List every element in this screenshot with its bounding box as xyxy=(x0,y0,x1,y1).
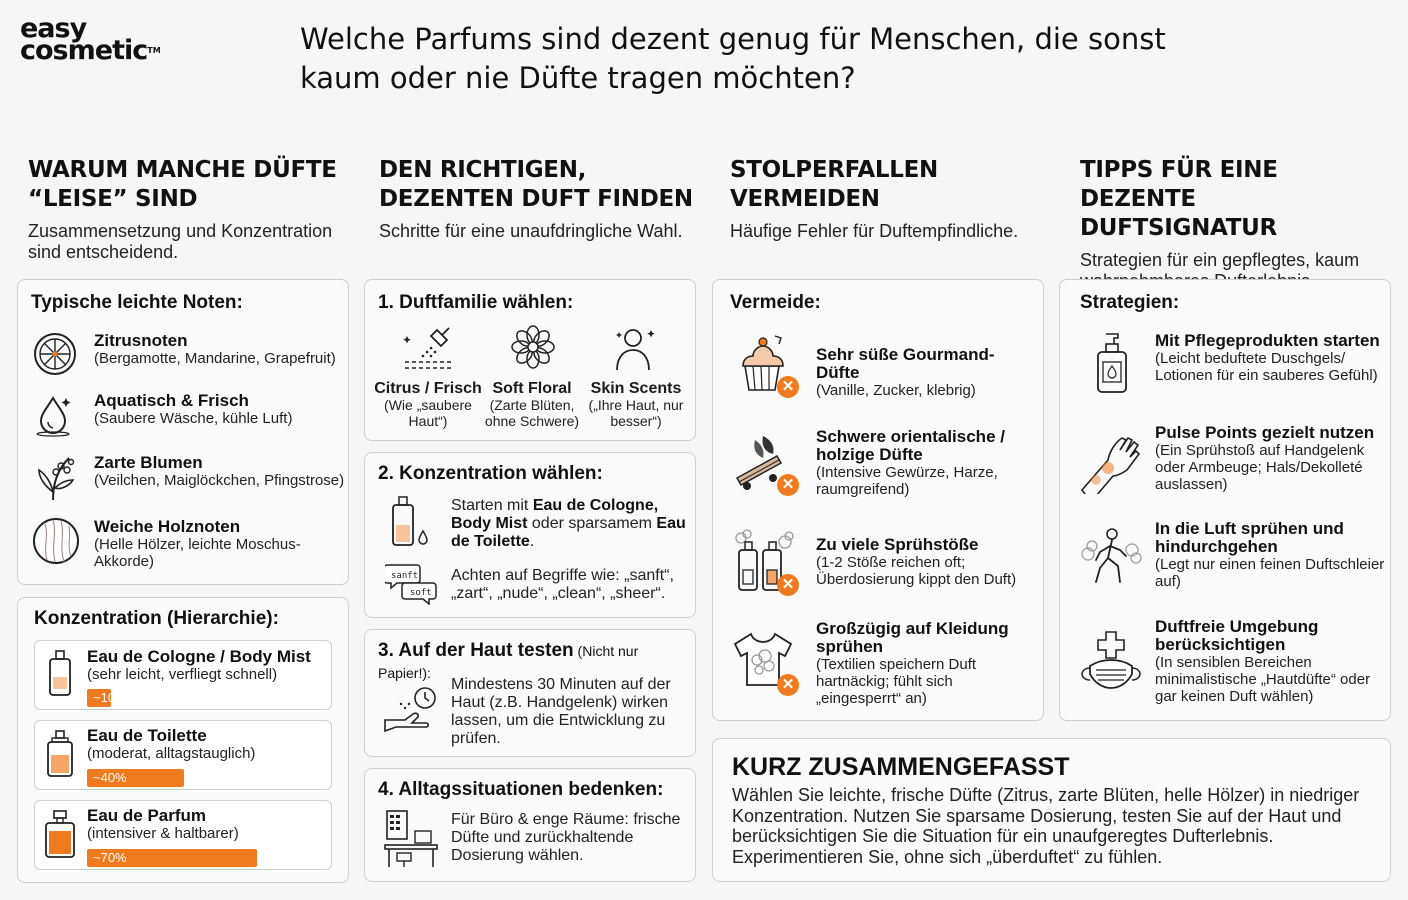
concentration-name: Eau de Toilette xyxy=(87,726,207,745)
step3-card xyxy=(364,629,696,757)
citrus-icon xyxy=(31,330,79,378)
bubble-text-2: soft xyxy=(410,588,432,598)
avoid-name: Zu viele Sprühstöße xyxy=(816,535,979,554)
logo-line-2-text: cosmetic xyxy=(20,35,148,66)
text-bold: Eau de Cologne, Body Mist xyxy=(451,497,659,532)
avoid-name: Schwere orientalische / holzige Düfte xyxy=(816,427,1005,464)
water-drop-icon xyxy=(31,390,79,438)
step2-text-2: Achten auf Begriffe wie: „sanft“, „zart“, „nude“, „clean“, „sheer“. xyxy=(451,567,674,602)
family-citrus xyxy=(373,380,483,429)
perfume-bottle-icon xyxy=(45,729,75,779)
perfume-drop-icon xyxy=(391,495,431,549)
x-badge-icon: ✕ xyxy=(777,574,799,596)
avoid-card xyxy=(712,279,1044,721)
text-part: Starten mit xyxy=(451,497,533,514)
lotion-icon xyxy=(1094,332,1130,394)
perfume-bottle-icon xyxy=(47,649,73,699)
avoid-desc: (Intensive Gewürze, Harze, raumgreifend) xyxy=(816,464,998,498)
note-desc: (Bergamotte, Mandarine, Grapefruit) xyxy=(94,350,336,367)
avoid-desc: (Textilien speichern Duft hartnäckig; fühlt sich „eingesperrt“ an) xyxy=(816,656,977,707)
note-name: Zitrusnoten xyxy=(94,331,188,350)
column-heading: STOLPERFALLEN VERMEIDEN xyxy=(730,157,938,212)
column-heading: WARUM MANCHE DÜFTE “LEISE” SIND xyxy=(28,157,337,212)
strategy-name: Pulse Points gezielt nutzen xyxy=(1155,423,1375,442)
shower-icon xyxy=(401,324,455,372)
mask-icon xyxy=(1080,630,1142,692)
strategies-title: Strategien: xyxy=(1080,292,1180,313)
logo-trademark: TM xyxy=(147,46,161,55)
walking-icon xyxy=(1080,526,1142,588)
office-icon xyxy=(383,809,439,869)
avoid-name: Sehr süße Gourmand-Düfte xyxy=(816,345,995,382)
family-desc: (Zarte Blüten, ohne Schwere) xyxy=(484,397,580,429)
family-desc: (Wie „saubere Haut“) xyxy=(384,397,472,429)
column-header-tips xyxy=(1080,156,1400,292)
strategy-desc: (Ein Sprühstoß auf Handgelenk oder Armbeuge; Hals/Dekolleté auslassen) xyxy=(1155,442,1365,493)
family-name: Skin Scents xyxy=(590,380,682,397)
concentration-desc: (intensiver & haltbarer) xyxy=(87,825,239,842)
x-badge-icon: ✕ xyxy=(777,474,799,496)
step2-card xyxy=(364,452,696,618)
strategy-name: Mit Pflegeprodukten starten xyxy=(1155,331,1380,350)
family-desc: („Ihre Haut, nur besser“) xyxy=(588,397,684,429)
speech-bubbles-icon xyxy=(385,561,437,605)
summary-card xyxy=(712,738,1391,882)
step3-title-note: (Nicht nur Papier!): xyxy=(378,643,639,681)
notes-card xyxy=(17,279,349,585)
x-badge-icon: ✕ xyxy=(777,674,799,696)
family-floral xyxy=(477,380,587,429)
note-name: Aquatisch & Frisch xyxy=(94,391,249,410)
logo-line-1: easy xyxy=(20,13,87,44)
wrist-icon xyxy=(1078,428,1146,494)
avoid-desc: (Vanille, Zucker, klebrig) xyxy=(816,382,976,399)
column-subheading: Strategien für ein gepflegtes, kaum xyxy=(1080,250,1360,270)
easycosmetic-logo xyxy=(20,13,161,66)
column-heading: DEN RICHTIGEN, DEZENTEN DUFT FINDEN xyxy=(379,157,693,212)
avoid-desc: (1-2 Stöße reichen oft; Überdosierung kippt den Duft) xyxy=(816,554,1017,588)
step4-card xyxy=(364,768,696,882)
perfume-bottle-icon xyxy=(43,809,77,861)
step2-text-1 xyxy=(451,497,687,551)
concentration-bar: ~40% xyxy=(87,769,184,787)
step1-card xyxy=(364,279,696,441)
note-desc: (Helle Hölzer, leichte Moschus-Akkorde) xyxy=(94,536,301,570)
note-desc: (Veilchen, Maiglöckchen, Pfingstrose) xyxy=(94,472,345,489)
strategy-desc: (Legt nur einen feinen Duftschleier auf) xyxy=(1155,556,1385,590)
flower-icon xyxy=(510,324,556,370)
family-name: Soft Floral xyxy=(492,380,572,397)
text-bold: Eau de Toilette xyxy=(451,515,686,550)
notes-title: Typische leichte Noten: xyxy=(31,292,243,313)
avoid-name: Großzügig auf Kleidung sprühen xyxy=(816,619,1009,656)
concentration-bar: ~10% xyxy=(87,689,111,707)
column-header-avoid xyxy=(730,156,1060,242)
strategy-desc: (In sensiblen Bereichen minimalistische „Hautdüfte“ oder gar keinen Duft wählen) xyxy=(1155,654,1371,705)
column-subheading: Schritte für eine unaufdringliche Wahl. xyxy=(379,221,683,241)
note-name: Zarte Blumen xyxy=(94,453,203,472)
step1-title: 1. Duftfamilie wählen: xyxy=(378,292,574,313)
wrist-clock-icon xyxy=(383,682,441,738)
concentration-item xyxy=(34,720,332,790)
step3-title-main: 3. Auf der Haut testen xyxy=(378,640,574,661)
strategy-name: In die Luft sprühen und hindurchgehen xyxy=(1155,519,1344,556)
concentration-item xyxy=(34,640,332,710)
concentration-name: Eau de Parfum xyxy=(87,806,207,825)
step2-title: 2. Konzentration wählen: xyxy=(378,463,603,484)
note-name: Weiche Holznoten xyxy=(94,517,241,536)
logo-line-2 xyxy=(20,35,161,66)
concentration-title: Konzentration (Hierarchie): xyxy=(34,608,279,629)
column-header-find xyxy=(379,156,709,242)
column-subheading: Zusammensetzung und Konzentration sind entscheidend. xyxy=(28,221,333,262)
page-title: Welche Parfums sind dezent genug für Menschen, die sonst kaum oder nie Düfte tragen möchten? xyxy=(300,22,1166,95)
family-name: Citrus / Frisch xyxy=(374,380,482,397)
strategies-card xyxy=(1059,279,1391,721)
concentration-bar: ~70% xyxy=(87,849,257,867)
note-desc: (Saubere Wäsche, kühle Luft) xyxy=(94,410,293,427)
x-badge-icon: ✕ xyxy=(777,376,799,398)
summary-title: KURZ ZUSAMMENGEFASST xyxy=(732,753,1070,781)
concentration-item xyxy=(34,800,332,870)
lily-icon xyxy=(31,452,79,502)
concentration-card xyxy=(17,597,349,883)
summary-text: Wählen Sie leichte, frische Düfte (Zitrus, zarte Blüten, helle Hölzer) in niedriger Konzentration. Nutzen Sie sparsame Dosierung, testen Sie auf der Haut und berücksichtigen Sie die Situation für ein unaufgeregtes Dufterlebnis. Experimentieren Sie, ohne sich „überduftet“ zu fühlen. xyxy=(732,785,1360,867)
strategy-desc: (Leicht beduftete Duschgels/ Lotionen für ein sauberes Gefühl) xyxy=(1155,350,1378,384)
family-skin xyxy=(581,380,691,429)
avoid-title: Vermeide: xyxy=(730,292,821,313)
person-icon xyxy=(611,324,659,372)
bubble-text-1: sanft xyxy=(391,571,419,581)
concentration-desc: (moderat, alltagstauglich) xyxy=(87,745,256,762)
text-part: . xyxy=(529,533,535,550)
column-heading: TIPPS FÜR EINE DEZENTE DUFTSIGNATUR xyxy=(1080,157,1278,241)
concentration-name: Eau de Cologne / Body Mist xyxy=(87,647,311,666)
strategy-name: Duftfreie Umgebung berücksichtigen xyxy=(1155,617,1319,654)
step4-title: 4. Alltagssituationen bedenken: xyxy=(378,779,664,800)
wood-icon xyxy=(31,516,81,566)
text-part: oder sparsamem xyxy=(527,515,657,532)
step3-text: Mindestens 30 Minuten auf der Haut (z.B. Handgelenk) wirken lassen, um die Entwicklung zu prüfen. xyxy=(451,676,671,747)
concentration-desc: (sehr leicht, verfliegt schnell) xyxy=(87,666,278,683)
step4-text: Für Büro & enge Räume: frische Düfte und zurückhaltende Dosierung wählen. xyxy=(451,811,681,864)
column-subheading: Häufige Fehler für Duftempfindliche. xyxy=(730,221,1019,241)
column-header-why xyxy=(28,156,358,263)
